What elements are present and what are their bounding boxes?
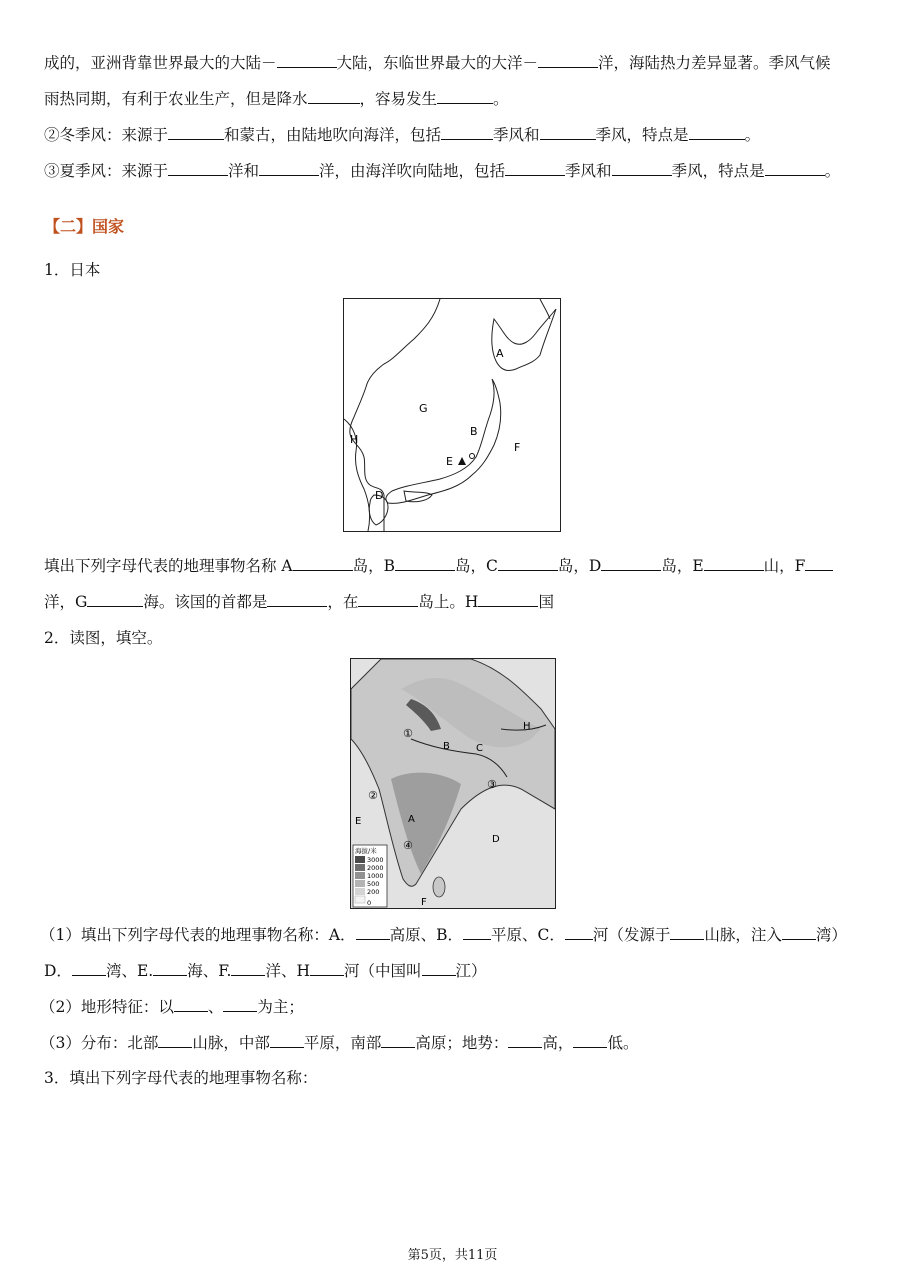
label-C: C: [476, 743, 483, 754]
blank[interactable]: [395, 555, 455, 571]
blank[interactable]: [565, 924, 593, 940]
text: （3）分布：北部: [40, 1034, 159, 1052]
blank[interactable]: [540, 124, 596, 140]
label-G: G: [419, 402, 428, 415]
text: 山脉，注入: [704, 926, 782, 944]
text: （1）填出下列字母代表的地理事物名称：A．: [40, 926, 356, 944]
text: 季风和: [565, 162, 612, 180]
text: 岛，C: [455, 557, 498, 575]
japan-map: [343, 298, 561, 532]
q1-line-1: [44, 555, 833, 576]
blank[interactable]: [293, 555, 353, 571]
q2-line-4: [40, 1032, 638, 1053]
page-footer: 第5页，共11页: [407, 1248, 498, 1263]
label-D: D: [375, 489, 384, 502]
blank[interactable]: [87, 591, 143, 607]
blank[interactable]: [270, 1032, 304, 1048]
text: 洋、H: [265, 962, 310, 980]
text: 山脉，中部: [192, 1034, 270, 1052]
section-heading: 【二】国家: [44, 217, 125, 236]
india-map-svg: [351, 659, 555, 908]
label-A: A: [496, 347, 504, 360]
japan-map-svg: [344, 299, 560, 531]
monsoon-line-2: [44, 88, 509, 109]
blank[interactable]: [505, 160, 565, 176]
blank[interactable]: [168, 160, 228, 176]
q2-line-3: [40, 996, 304, 1017]
text: 湾、E.: [105, 962, 154, 980]
text: 季风，特点是: [595, 126, 689, 144]
text: 国: [538, 593, 554, 611]
text: 。: [493, 90, 509, 108]
blank[interactable]: [356, 924, 390, 940]
label-n4: ④: [403, 839, 413, 852]
text: 雨热同期，有利于农业生产，但是降水: [44, 90, 308, 108]
blank[interactable]: [765, 160, 825, 176]
label-n1: ①: [403, 727, 413, 740]
blank[interactable]: [704, 555, 764, 571]
text: 洋和: [228, 162, 260, 180]
blank[interactable]: [259, 160, 319, 176]
legend-item: 0: [367, 899, 372, 907]
mount-fuji-marker: [458, 457, 466, 465]
monsoon-line-4: [44, 160, 840, 181]
blank[interactable]: [267, 591, 327, 607]
india-map: [350, 658, 556, 909]
text: 海。该国的首都是: [143, 593, 268, 611]
text: 大陆，东临世界最大的大洋－: [336, 54, 539, 72]
text: （2）地形特征：以: [40, 998, 174, 1016]
blank[interactable]: [223, 996, 257, 1012]
label-D: D: [492, 834, 500, 845]
label-H: H: [350, 433, 359, 446]
text: 、: [207, 998, 224, 1016]
legend-item: 200: [367, 888, 380, 896]
monsoon-line-1: [44, 52, 831, 73]
blank[interactable]: [612, 160, 672, 176]
legend-item: 500: [367, 880, 380, 888]
blank[interactable]: [437, 88, 493, 104]
text: 山，F: [763, 557, 806, 575]
text: 湾）: [815, 926, 847, 944]
q2-line-2: [44, 960, 487, 981]
blank[interactable]: [689, 124, 745, 140]
blank[interactable]: [153, 960, 187, 976]
text: 平原、C．: [490, 926, 565, 944]
text: 平原，南部: [303, 1034, 382, 1052]
text: ，容易发生: [359, 90, 438, 108]
blank[interactable]: [358, 591, 418, 607]
blank[interactable]: [441, 124, 493, 140]
monsoon-line-3: [44, 124, 760, 145]
shikoku-coast: [404, 491, 432, 502]
blank[interactable]: [231, 960, 265, 976]
text: 。: [744, 126, 761, 144]
text: 江）: [455, 962, 487, 980]
q2-line-1: [40, 924, 847, 945]
text: 河（中国叫: [344, 962, 422, 980]
blank[interactable]: [174, 996, 208, 1012]
text: 岛，D: [557, 557, 602, 575]
blank[interactable]: [168, 124, 224, 140]
q3-title: 3．填出下列字母代表的地理事物名称：: [44, 1069, 318, 1087]
blank[interactable]: [498, 555, 558, 571]
label-n3: ③: [487, 778, 497, 791]
blank[interactable]: [463, 924, 491, 940]
text: 为主；: [257, 998, 304, 1016]
text: 。: [824, 162, 841, 180]
legend-title: 海拔/米: [355, 847, 377, 855]
text: ②冬季风：来源于: [44, 126, 169, 144]
label-B: B: [470, 425, 478, 438]
label-H: H: [523, 721, 531, 732]
text: 季风和: [493, 126, 540, 144]
text: 洋，由海洋吹向陆地，包括: [319, 162, 506, 180]
text: 高原；地势：: [415, 1034, 509, 1052]
q1-line-2: [44, 591, 554, 612]
blank[interactable]: [381, 1032, 415, 1048]
text: 岛上。H: [418, 593, 479, 611]
text: 和蒙古，由陆地吹向海洋，包括: [224, 126, 442, 144]
text: 填出下列字母代表的地理事物名称 A: [44, 557, 293, 575]
sri-lanka: [433, 877, 445, 897]
honshu-coast: [386, 379, 501, 503]
label-F: F: [421, 897, 427, 908]
text: 洋，G: [44, 593, 88, 611]
text: D．: [44, 962, 72, 980]
q2-title: 2．读图，填空。: [44, 629, 163, 647]
blank[interactable]: [72, 960, 106, 976]
mainland-coast: [350, 299, 440, 531]
blank[interactable]: [478, 591, 538, 607]
text: ，在: [327, 593, 359, 611]
text: 河（发源于: [592, 926, 671, 944]
blank[interactable]: [508, 1032, 542, 1048]
text: 海、F.: [187, 962, 232, 980]
blank[interactable]: [782, 924, 816, 940]
text: 洋，海陆热力差异显著。季风气候: [598, 54, 831, 72]
text: 季风，特点是: [671, 162, 765, 180]
text: ③夏季风：来源于: [44, 162, 169, 180]
label-A: A: [408, 814, 415, 825]
label-n2: ②: [368, 789, 378, 802]
q1-title: 1．日本: [44, 261, 101, 279]
blank[interactable]: [805, 555, 833, 571]
tokyo-marker: [470, 454, 475, 459]
label-E: E: [355, 816, 362, 827]
label-E: E: [446, 455, 453, 468]
blank[interactable]: [573, 1032, 607, 1048]
blank[interactable]: [670, 924, 704, 940]
text: 成的，亚洲背靠世界最大的大陆－: [44, 54, 277, 72]
sakhalin-coast: [540, 299, 550, 319]
label-F: F: [514, 441, 521, 454]
blank[interactable]: [310, 960, 344, 976]
legend-item: 2000: [367, 864, 384, 872]
hokkaido-coast: [492, 309, 556, 371]
blank[interactable]: [538, 52, 598, 68]
blank[interactable]: [601, 555, 661, 571]
legend-item: 3000: [367, 856, 384, 864]
text: 岛，B: [352, 557, 396, 575]
blank[interactable]: [422, 960, 456, 976]
blank[interactable]: [277, 52, 337, 68]
blank[interactable]: [308, 88, 360, 104]
blank[interactable]: [158, 1032, 192, 1048]
text: 低。: [607, 1034, 639, 1052]
text: 高原、B．: [389, 926, 463, 944]
label-B: B: [443, 741, 450, 752]
text: 岛，E: [661, 557, 704, 575]
legend-item: 1000: [367, 872, 384, 880]
text: 高，: [542, 1034, 574, 1052]
elevation-legend: [353, 845, 387, 907]
